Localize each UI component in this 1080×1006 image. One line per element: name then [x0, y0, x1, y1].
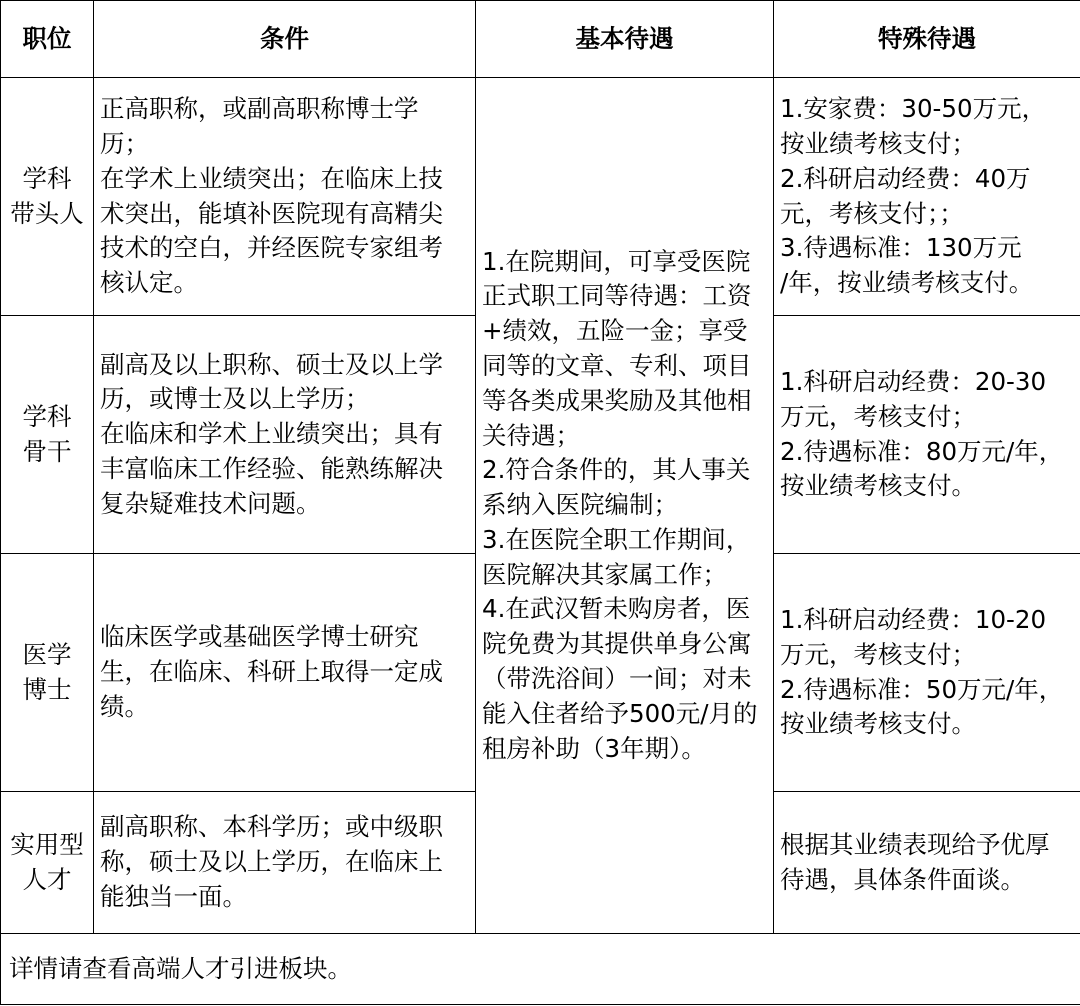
- basic-benefits-text: 2.符合条件的，其人事关: [482, 455, 751, 485]
- conditions-text: 历，或博士及以上学历；: [100, 384, 370, 414]
- header-special-benefits: 特殊待遇: [774, 1, 1080, 78]
- special-benefits-text: 2.科研启动经费：40万: [780, 163, 1031, 193]
- footer-note: 详情请查看高端人才引进板块。: [1, 934, 1080, 1005]
- basic-benefits-text: 等各类成果奖励及其他相: [482, 385, 752, 415]
- conditions-cell: [94, 316, 476, 554]
- basic-benefits-text: 院免费为其提供单身公寓: [482, 629, 752, 659]
- basic-benefits-cell: [476, 78, 774, 934]
- position-text: 学科: [22, 163, 72, 193]
- position-cell: [1, 792, 94, 934]
- special-benefits-cell: [774, 554, 1080, 792]
- conditions-text: 生，在临床、科研上取得一定成: [100, 657, 443, 687]
- position-text: 人才: [22, 864, 72, 894]
- special-benefits-text: 万元，考核支付；: [780, 401, 976, 431]
- basic-benefits-text: 1.在院期间，可享受医院: [482, 246, 751, 276]
- conditions-text: 术突出，能填补医院现有高精尖: [100, 198, 443, 228]
- conditions-cell: [94, 792, 476, 934]
- conditions-text: 副高及以上职称、硕士及以上学: [100, 349, 443, 379]
- position-text: 实用型: [10, 829, 84, 859]
- conditions-text: 在学术上业绩突出；在临床上技: [100, 163, 443, 193]
- special-benefits-text: /年，按业绩考核支付。: [780, 268, 1034, 298]
- special-benefits-text: 1.科研启动经费：20-30: [780, 366, 1047, 396]
- conditions-text: 临床医学或基础医学博士研究: [100, 622, 419, 652]
- position-text: 带头人: [10, 198, 84, 228]
- special-benefits-text: 元，考核支付；；: [780, 198, 964, 228]
- basic-benefits-text: 医院解决其家属工作；: [482, 559, 727, 589]
- conditions-text: 绩。: [100, 691, 149, 721]
- special-benefits-text: 2.待遇标准：50万元/年，: [780, 674, 1064, 704]
- position-text: 学科: [22, 401, 72, 431]
- conditions-text: 称，硕士及以上学历，在临床上: [100, 847, 443, 877]
- conditions-text: 副高职称、本科学历；或中级职: [100, 812, 443, 842]
- header-position: 职位: [1, 1, 94, 78]
- basic-benefits-text: 关待遇；: [482, 420, 580, 450]
- header-basic-benefits: 基本待遇: [476, 1, 774, 78]
- conditions-text: 技术的空白，并经医院专家组考: [100, 233, 443, 263]
- basic-benefits-text: 租房补助（3年期）。: [482, 733, 706, 763]
- conditions-text: 复杂疑难技术问题。: [100, 488, 321, 518]
- basic-benefits-text: 4.在武汉暂未购房者，医: [482, 594, 751, 624]
- conditions-text: 在临床和学术上业绩突出；具有: [100, 419, 443, 449]
- position-cell: [1, 316, 94, 554]
- position-cell: [1, 554, 94, 792]
- basic-benefits-text: 系纳入医院编制；: [482, 490, 678, 520]
- special-benefits-cell: [774, 316, 1080, 554]
- table-row: [1, 78, 1080, 316]
- conditions-text: 丰富临床工作经验、能熟练解决: [100, 453, 443, 483]
- table-footer-row: [1, 934, 1080, 1005]
- special-benefits-text: 按业绩考核支付。: [780, 709, 976, 739]
- conditions-text: 核认定。: [100, 268, 198, 298]
- special-benefits-text: 根据其业绩表现给予优厚: [780, 829, 1050, 859]
- table-header-row: [1, 1, 1080, 78]
- position-text: 医学: [22, 639, 72, 669]
- special-benefits-text: 按业绩考核支付；: [780, 128, 976, 158]
- special-benefits-cell: [774, 792, 1080, 934]
- basic-benefits-text: 能入住者给予500元/月的: [482, 698, 758, 728]
- special-benefits-text: 1.安家费：30-50万元，: [780, 94, 1047, 124]
- special-benefits-text: 2.待遇标准：80万元/年，: [780, 436, 1064, 466]
- header-conditions: 条件: [94, 1, 476, 78]
- basic-benefits-text: 3.在医院全职工作期间，: [482, 524, 751, 554]
- basic-benefits-text: +绩效，五险一金；享受: [482, 316, 748, 346]
- conditions-cell: [94, 78, 476, 316]
- special-benefits-text: 待遇，具体条件面谈。: [780, 864, 1025, 894]
- special-benefits-cell: [774, 78, 1080, 316]
- basic-benefits-text: 同等的文章、专利、项目: [482, 350, 752, 380]
- basic-benefits-text: （带洗浴间）一间；对未: [482, 664, 752, 694]
- special-benefits-text: 按业绩考核支付。: [780, 471, 976, 501]
- position-text: 博士: [22, 674, 72, 704]
- special-benefits-text: 3.待遇标准：130万元: [780, 233, 1022, 263]
- basic-benefits-text: 正式职工同等待遇：工资: [482, 281, 752, 311]
- conditions-text: 能独当一面。: [100, 881, 247, 911]
- position-cell: [1, 78, 94, 316]
- position-text: 骨干: [22, 436, 72, 466]
- special-benefits-text: 1.科研启动经费：10-20: [780, 604, 1047, 634]
- conditions-cell: [94, 554, 476, 792]
- conditions-text: 正高职称，或副高职称博士学: [100, 94, 419, 124]
- conditions-text: 历；: [100, 128, 149, 158]
- special-benefits-text: 万元，考核支付；: [780, 639, 976, 669]
